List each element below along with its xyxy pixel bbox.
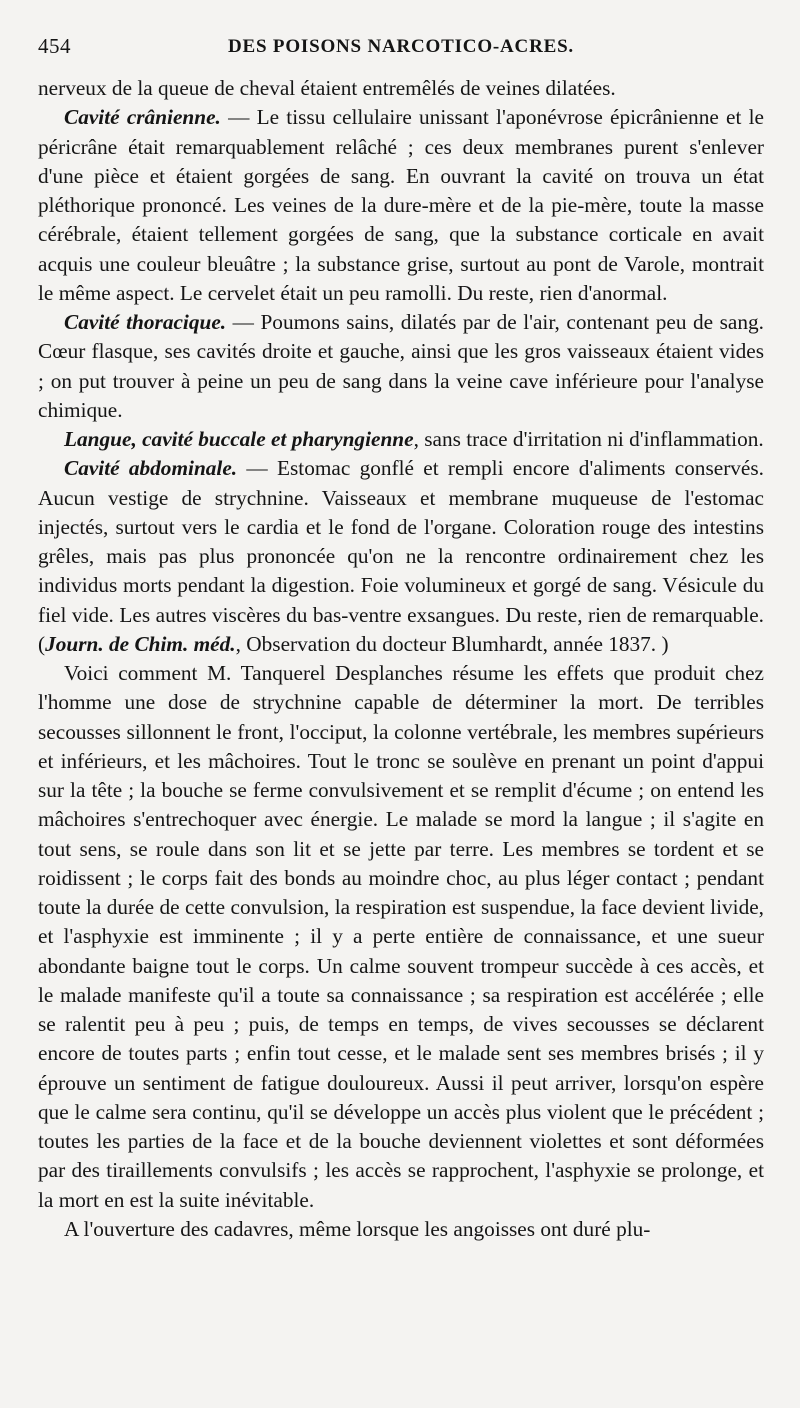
page-header: [38, 30, 764, 64]
body-text: [38, 74, 764, 1244]
paragraph-langue: [38, 425, 764, 454]
paragraph-text: , sans trace d'irritation ni d'inflammation.: [413, 427, 764, 451]
section-subheading: Cavité thoracique.: [64, 310, 227, 334]
section-subheading: Langue, cavité buccale et pharyngienne: [64, 427, 414, 451]
page-number: 454: [38, 34, 71, 58]
paragraph-cavite-cranienne: [38, 103, 764, 308]
journal-reference: Journ. de Chim. méd.: [45, 631, 236, 656]
running-title: DES POISONS NARCOTICO-ACRES.: [228, 36, 574, 57]
section-subheading: Cavité abdominale.: [64, 456, 238, 481]
paragraph-text: Voici comment M. Tanquerel Desplanches résume les effets que produit chez l'homme une dose de strychnine capable de déterminer la mort. De terribles secousses sillonnent le front, l'occiput, la colonne vertébrale, les membres supérieurs et inférieurs, et les mâchoires. Tout le tronc se soulève en prenant un point d'appui sur la tête ; la bouche se ferme convulsivement et se remplit d'écume ; on entend les mâchoires s'entrechoquer avec énergie. Le malade se mord la langue ; il s'agite en tout sens, se roule dans son lit et se jette par terre. Les membres se tordent et se roidissent ; le corps fait des bonds au moindre choc, au plus léger contact ; pendant toute la durée de cette convulsion, la respiration est suspendue, la face devient livide, et l'asphyxie est imminente ; il y a perte entière de connaissance, et une sueur abondante baigne tout le corps. Un calme souvent trompeur succède à ces accès, et le malade manifeste qu'il a toute sa connaissance ; sa respiration est accélérée ; elle se ralentit peu à peu ; puis, de temps en temps, de vives secousses se déclarent encore de toutes parts ; enfin tout cesse, et le malade sent ses membres brisés ; il y éprouve un sentiment de fatigue douloureux. Aussi il peut arriver, lorsqu'on espère que le calme sera continu, qu'il se développe un accès plus violent que le précédent ; toutes les parties de la face et de la bouche deviennent violettes et sont déformées par des tiraillements convulsifs ; les accès se rapprochent, l'asphyxie se prolonge, et la mort en est la suite inévitable.: [38, 661, 764, 1212]
paragraph-tanquerel: [38, 659, 764, 1215]
paragraph-text: — Poumons sains, dilatés par de l'air, contenant peu de sang. Cœur flasque, ses cavités droite et gauche, ainsi que les gros vaisseaux étaient vides ; on put trouver à peine un peu de sang dans la veine cave inférieure pour l'analyse chimique.: [38, 310, 764, 422]
paragraph-text: nerveux de la queue de cheval étaient entremêlés de veines dilatées.: [38, 76, 616, 100]
paragraph-text: A l'ouverture des cadavres, même lorsque les angoisses ont duré plu-: [64, 1216, 651, 1241]
paragraph-cavite-abdominale: [38, 454, 764, 659]
paragraph-ouverture: [38, 1215, 764, 1244]
paragraph-text: — Estomac gonflé et rempli encore d'aliments conservés. Aucun vestige de strychnine. Vaisseaux et membrane muqueuse de l'estomac injectés, surtout vers le cardia et le fond de l'organe. Coloration rouge des intestins grêles, mais pas plus prononcée qu'on ne la rencontre ordinairement chez les individus morts pendant la digestion. Foie volumineux et gorgé de sang. Vésicule du fiel vide. Les autres viscères du bas-ventre exsangues. Du reste, rien de remarquable. (: [38, 456, 765, 656]
section-subheading: Cavité crânienne.: [64, 105, 221, 130]
paragraph-text: — Le tissu cellulaire unissant l'aponévrose épicrânienne et le péricrâne était remarquablement relâché ; ces deux membranes purent s'enlever d'une pièce et étaient gorgées de sang. En ouvrant la cavité on trouva un état pléthorique prononcé. Les veines de la dure-mère et de la pie-mère, toute la masse cérébrale, étaient tellement gorgées de sang, que la substance corticale en avait acquis une couleur bleuâtre ; la substance grise, surtout au pont de Varole, montrait le même aspect. Le cervelet était un peu ramolli. Du reste, rien d'anormal.: [38, 105, 764, 305]
paragraph-continuation: [38, 74, 764, 103]
reference-tail: , Observation du docteur Blumhardt, année 1837. ): [235, 631, 669, 656]
paragraph-cavite-thoracique: [38, 308, 764, 425]
